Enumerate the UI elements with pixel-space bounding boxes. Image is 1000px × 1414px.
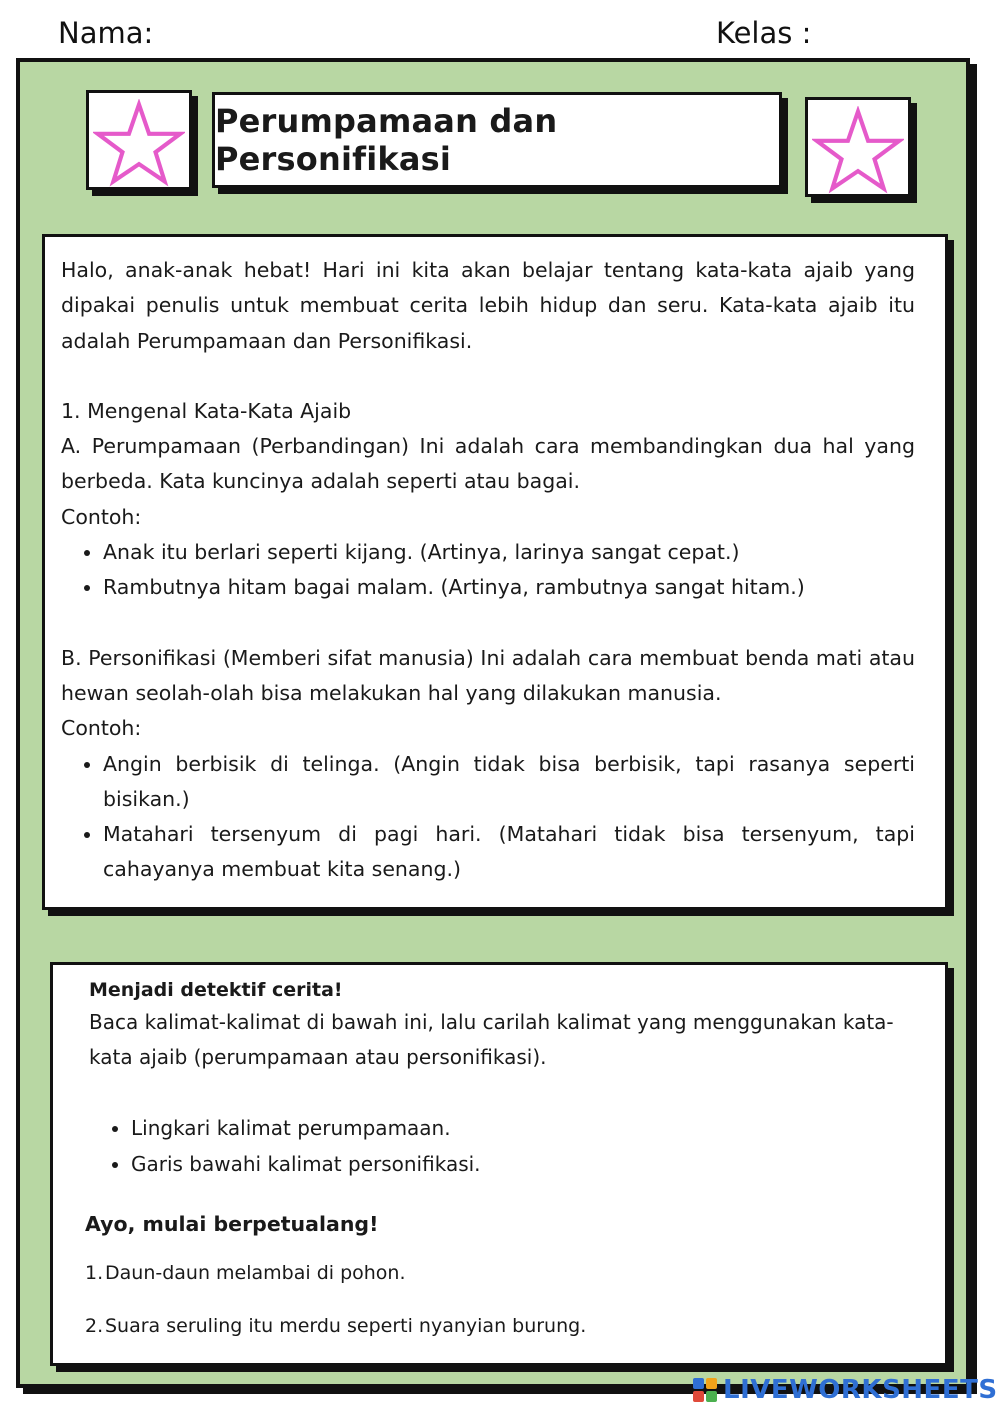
sentence-item[interactable] (85, 1260, 915, 1286)
list-item: • Rambutnya hitam bagai malam. (Artinya, rambutnya sangat hitam.) (103, 570, 915, 605)
simile-example-list (61, 535, 915, 606)
simile-example-label: Contoh: (61, 504, 142, 529)
star-box-left (86, 90, 192, 190)
list-item: • Angin berbisik di telinga. (Angin tidak bisa berbisik, tapi rasanya seperti bisikan.) (103, 747, 915, 818)
personification-example-list (61, 747, 915, 888)
page-title: Perumpamaan dan Personifikasi (215, 102, 558, 178)
brand-logo-icon (693, 1378, 717, 1402)
list-item: • Lingkari kalimat perumpamaan. (131, 1111, 915, 1147)
personification-example-label: Contoh: (61, 716, 142, 741)
class-label: Kelas : (716, 16, 812, 50)
adventure-heading: Ayo, mulai berpetualang! (85, 1212, 379, 1236)
section-heading: 1. Mengenal Kata-Kata Ajaib (61, 398, 352, 423)
star-box-right (805, 97, 911, 197)
intro-paragraph: Halo, anak-anak hebat! Hari ini kita akan belajar tentang kata-kata ajaib yang dipakai penulis untuk membuat cerita lebih hidup dan seru. Kata-kata ajaib itu adalah Perumpamaan dan Personifikasi. (61, 258, 915, 353)
task-card (50, 962, 948, 1366)
star-icon (812, 106, 904, 194)
list-item: • Anak itu berlari seperti kijang. (Artinya, larinya sangat cepat.) (103, 535, 915, 570)
sentence-list (85, 1260, 915, 1339)
task-title: Menjadi detektif cerita! (89, 979, 343, 1001)
sentence-item[interactable] (85, 1313, 915, 1339)
brand-name: LIVEWORKSHEETS (723, 1375, 998, 1405)
intro-card (42, 234, 948, 910)
sentence-number: 1. (85, 1262, 104, 1284)
task-instructions: Baca kalimat-kalimat di bawah ini, lalu carilah kalimat yang menggunakan kata-kata ajaib (perumpamaan atau personifikasi). (89, 1010, 894, 1069)
brand-watermark (693, 1376, 998, 1404)
star-icon (93, 99, 185, 187)
sentence-text: Suara seruling itu merdu seperti nyanyian burung. (105, 1315, 587, 1337)
personification-definition: B. Personifikasi (Memberi sifat manusia) Ini adalah cara membuat benda mati atau hewan seolah-olah bisa melakukan hal yang dilakukan manusia. (61, 645, 915, 705)
simile-definition: A. Perumpamaan (Perbandingan) Ini adalah cara membandingkan dua hal yang berbeda. Kata kuncinya adalah seperti atau bagai. (61, 434, 915, 494)
sentence-number: 2. (85, 1315, 104, 1337)
list-item: • Matahari tersenyum di pagi hari. (Matahari tidak bisa tersenyum, tapi cahayanya membuat kita senang.) (103, 817, 915, 888)
title-box (212, 92, 782, 188)
task-rule-list (89, 1111, 915, 1182)
name-label: Nama: (58, 16, 154, 50)
list-item: • Garis bawahi kalimat personifikasi. (131, 1147, 915, 1183)
sentence-text: Daun-daun melambai di pohon. (105, 1262, 406, 1284)
